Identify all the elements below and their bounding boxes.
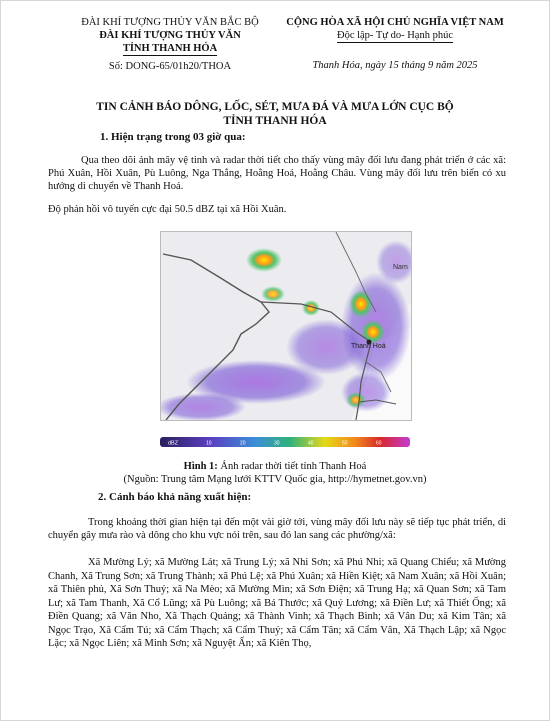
title-line-2: TỈNH THANH HÓA bbox=[223, 115, 327, 127]
city-label: Thanh Hoá bbox=[351, 343, 386, 350]
colorbar-tick: 10 bbox=[206, 440, 212, 447]
colorbar-tick: 60 bbox=[376, 440, 382, 447]
national-motto: Độc lập- Tự do- Hạnh phúc bbox=[336, 30, 453, 41]
figure-label: Hình 1: bbox=[183, 461, 218, 472]
colorbar-tick: 30 bbox=[274, 440, 280, 447]
section-2-paragraph-1: Trong khoảng thời gian hiện tại đến một vài giờ tới, vùng mây đối lưu này sẽ tiếp tục phát triển, di chuyển gây mưa rào và dông cho khu vực nói trên, sau đó lan sang các phường/xã: bbox=[48, 517, 506, 541]
document-title bbox=[60, 100, 490, 128]
section-1-paragraph-2: Độ phản hồi vô tuyến cực đại 50.5 dBZ tại xã Hồi Xuân. bbox=[48, 204, 287, 215]
province-name: TỈNH THANH HÓA bbox=[122, 43, 218, 54]
colorbar-tick: 40 bbox=[308, 440, 314, 447]
republic-title: CỘNG HÒA XÃ HỘI CHỦ NGHĨA VIỆT NAM bbox=[286, 17, 504, 28]
colorbar-unit: dBZ bbox=[168, 440, 179, 447]
figure-caption bbox=[60, 460, 490, 486]
sub-agency-name: ĐÀI KHÍ TƯỢNG THỦY VĂN bbox=[99, 30, 241, 41]
radar-map-image bbox=[160, 231, 412, 421]
section-1-paragraph-1: Qua theo dõi ảnh mây vệ tinh và radar thời tiết cho thấy vùng mây đối lưu đang phát triển ở các xã: Phú Xuân, Hồi Xuân, Pù Luông, Nga Thắng, Hoằng Hoá, Hoằng Châu. Vùng mây đối lưu trên biển có xu hướng di chuyển về Thanh Hoá. bbox=[48, 155, 506, 192]
section-2-heading: 2. Cảnh báo khả năng xuất hiện: bbox=[98, 491, 252, 503]
figure-source: (Nguồn: Trung tâm Mạng lưới KTTV Quốc gia, http://hymetnet.gov.vn) bbox=[123, 474, 427, 485]
section-1-heading: 1. Hiện trạng trong 03 giờ qua: bbox=[100, 131, 246, 143]
colorbar-tick: 20 bbox=[240, 440, 246, 447]
dbz-colorbar bbox=[160, 437, 410, 447]
agency-name: ĐÀI KHÍ TƯỢNG THỦY VĂN BẮC BỘ bbox=[81, 17, 259, 28]
title-line-1: TIN CẢNH BÁO DÔNG, LỐC, SÉT, MƯA ĐÁ VÀ MƯA LỚN CỤC BỘ bbox=[96, 101, 454, 113]
figure-caption-text: Ảnh radar thời tiết tỉnh Thanh Hoá bbox=[217, 461, 367, 472]
document-number: Số: DONG-65/01h20/THOA bbox=[108, 61, 232, 72]
colorbar-tick: 50 bbox=[342, 440, 348, 447]
issuer-block bbox=[60, 16, 280, 73]
section-2-commune-list: Xã Mường Lý; xã Mường Lát; xã Trung Lý; xã Nhi Sơn; xã Phú Nhi; xã Quang Chiểu; xã Mường Chanh, Xã Trung Sơn; xã Trung Thành; xã Phú Lệ; xã Phú Xuân; xã Hiền Kiệt; xã Nam Xuân; xã Hồi Xuân; xã Thiên phủ, Xã Sơn Thuỷ; xã Na Mèo; xã Mường Mìn; xã Sơn Điện; xã Trung Hạ; xã Quan Sơn; xã Tam Lư; xã Tam Thanh, Xã Cổ Lũng; xã Pù Luông; xã Bá Thước; xã Quý Lương; xã Điền Lư; xã Thiết Ống; xã Điền Quang; xã Văn Nho, Xã Thạch Quảng; xã Thành Vinh; xã Thạch Bình; xã Vân Du; xã Kim Tân; xã Ngọc Trạo, Xã Cẩm Tú; xã Cẩm Thạch; xã Cẩm Thuỷ; xã Cẩm Tân; xã Cẩm Vân, Xã Thạch Lập; xã Ngọc Lặc; xã Ngọc Liên; xã Minh Sơn; xã Nguyệt Ấn; xã Kiên Thọ, bbox=[48, 557, 506, 649]
national-header bbox=[270, 16, 520, 72]
dateline: Thanh Hóa, ngày 15 tháng 9 năm 2025 bbox=[312, 60, 478, 71]
region-label: Nam bbox=[393, 264, 408, 271]
